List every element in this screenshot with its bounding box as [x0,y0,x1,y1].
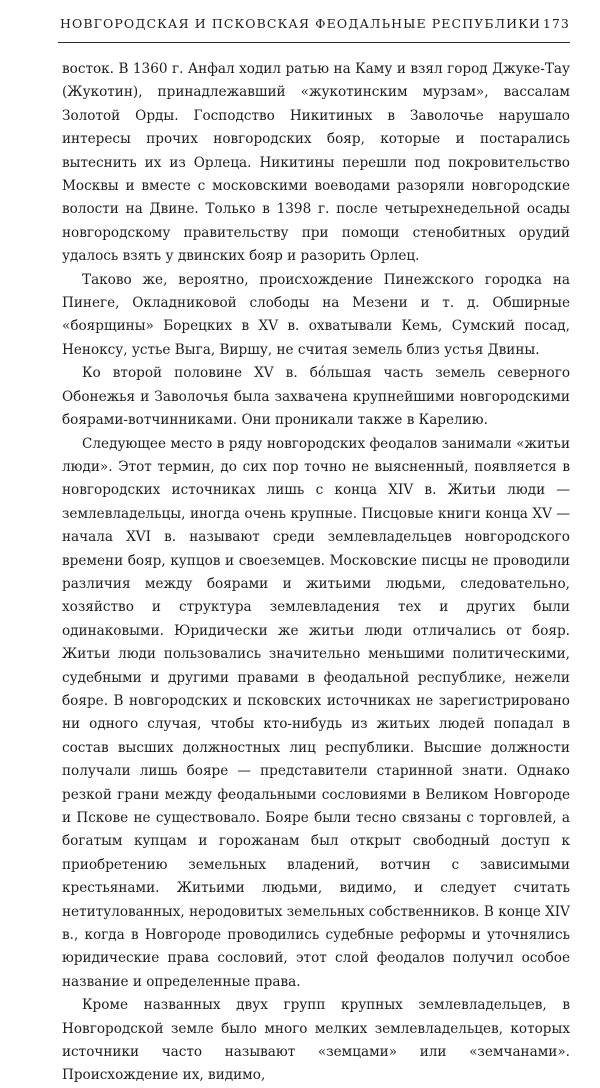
running-title: НОВГОРОДСКАЯ И ПСКОВСКАЯ ФЕОДАЛЬНЫЕ РЕСПУБЛИКИ [60,15,541,31]
page-number: 173 [542,15,570,31]
paragraph-5: Кроме названных двух групп крупных землевладельцев, в Новгородской земле было много мелких землевладельцев, которых источники часто называют «земцами» или «земчанами». Происхождение их, видимо, [62,997,570,1084]
running-header [60,10,570,36]
paragraph-2: Таково же, вероятно, происхождение Пинежского городка на Пинеге, Окладниковой слободы на Мезени и т. д. Обширные «боярщины» Борецких в XV в. охватывали Кемь, Сумский посад, Неноксу, устье Выга, Виршу, не считая земель близ устья Двины. [62,271,570,358]
paragraph-4: Следующее место в ряду новгородских феодалов занимали «житьи люди». Этот термин, до сих пор точно не выясненный, появляется в новгородских источниках лишь с конца XIV в. Житьи люди — землевладельцы, иногда очень крупные. Писцовые книги конца XV — начала XVI в. называют среди землевладельцев новгородского времени бояр, купцов и своеземцев. Московские писцы не проводили различия между боярами и житьими людьми, следовательно, хозяйство и структура землевладения тех и других были одинаковыми. Юридически же житьи люди отличались от бояр. Житьи люди пользовались значительно меньшими политическими, судебными и другими правами в феодальной республике, нежели бояре. В новгородских и псковских источниках не зарегистрировано ни одного случая, чтобы кто-нибудь из житьих людей попадал в состав высших должностных лиц республики. Высшие должности получали лишь бояре — представители старинной знати. Однако резкой грани между феодальными сословиями в Великом Новгороде и Пскове не существовало. Бояре были тесно связаны с торговлей, а богатым купцам и горожанам был открыт свободный доступ к приобретению земельных владений, вотчин с зависимыми крестьянами. Житьими людьми, видимо, и следует считать нетитулованных, неродовитых земельных собственников. В конце XIV в., когда в Новгороде проводились судебные реформы и уточнялись юридические права сословий, этот слой феодалов получил особое название и определенные права. [62,435,570,990]
header-rule [58,42,570,43]
body-text [62,58,570,1088]
paragraph-3: Ко второй половине XV в. бóльшая часть земель северного Обонежья и Заволочья была захвачена крупнейшими новгородскими боярами-вотчинниками. Они проникали также в Карелию. [62,365,570,429]
paragraph-1: восток. В 1360 г. Анфал ходил ратью на Каму и взял город Джуке-Тау (Жукотин), принадлежавший «жукотинским мурзам», вассалам Золотой Орды. Господство Никитиных в Заволочье нарушало интересы прочих новгородских бояр, которые и постарались вытеснить их из Орлеца. Никитины перешли под покровительство Москвы и вместе с московскими воеводами разоряли новгородские волости на Двине. Только в 1398 г. после четырехнедельной осады новгородскому правительству при помощи стенобитных орудий удалось взять у двинских бояр и разорить Орлец. [62,61,570,265]
